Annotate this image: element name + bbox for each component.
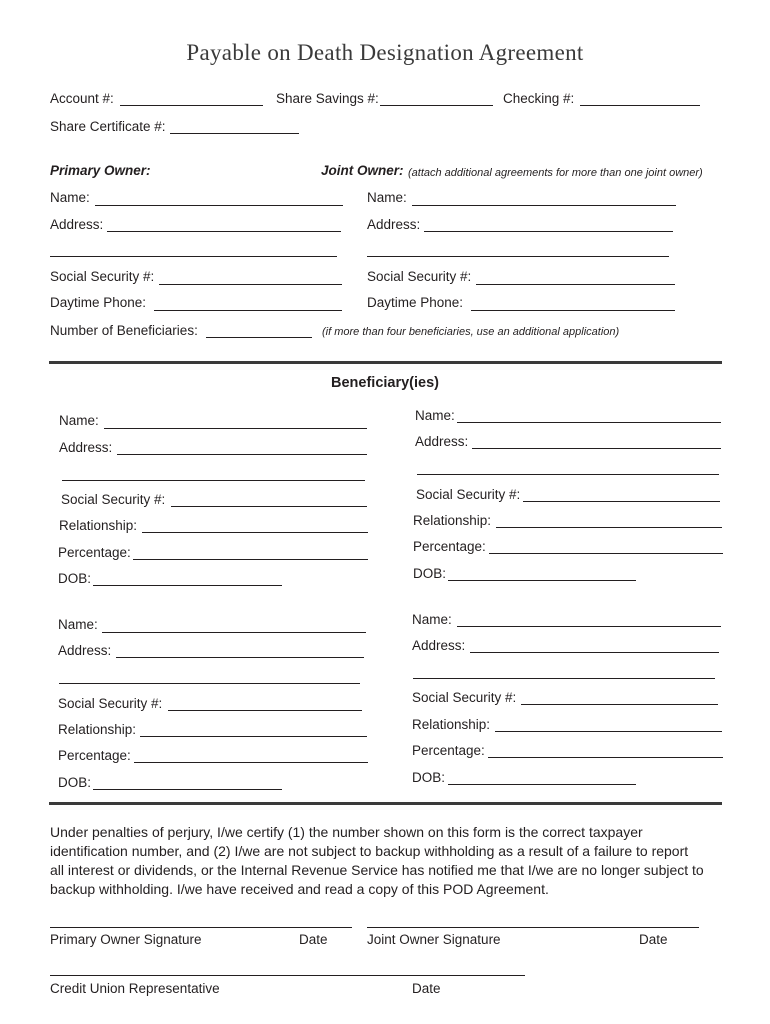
b4-name-field[interactable] bbox=[457, 626, 721, 627]
primary-owner-signature-label: Primary Owner Signature bbox=[50, 932, 202, 947]
b3-relationship-label: Relationship: bbox=[58, 722, 137, 737]
b3-address-label: Address: bbox=[58, 643, 112, 658]
b1-relationship-label: Relationship: bbox=[59, 518, 138, 533]
b4-ssn-label: Social Security #: bbox=[412, 690, 517, 705]
b1-address-line2-field[interactable] bbox=[62, 480, 365, 481]
section-divider bbox=[49, 361, 722, 364]
section-divider-bottom bbox=[49, 802, 722, 805]
b2-name-field[interactable] bbox=[457, 422, 721, 423]
joint-ssn-field[interactable] bbox=[476, 284, 675, 285]
joint-address-field[interactable] bbox=[424, 231, 673, 232]
joint-owner-signature-label: Joint Owner Signature bbox=[367, 932, 501, 947]
b1-ssn-label: Social Security #: bbox=[61, 492, 166, 507]
b1-ssn-field[interactable] bbox=[171, 506, 367, 507]
b1-address-field[interactable] bbox=[117, 454, 367, 455]
b2-address-line2-field[interactable] bbox=[417, 474, 719, 475]
b3-dob-label: DOB: bbox=[58, 775, 92, 790]
b2-ssn-label: Social Security #: bbox=[416, 487, 521, 502]
b4-relationship-field[interactable] bbox=[495, 731, 722, 732]
b3-address-line2-field[interactable] bbox=[59, 683, 360, 684]
certification-line-2: identification number, and (2) I/we are not subject to backup withholding as a result of a failure to report bbox=[50, 843, 689, 859]
b3-name-label: Name: bbox=[58, 617, 98, 632]
primary-name-field[interactable] bbox=[95, 205, 343, 206]
joint-name-label: Name: bbox=[367, 190, 407, 205]
b3-relationship-field[interactable] bbox=[140, 736, 367, 737]
joint-owner-heading: Joint Owner: bbox=[321, 163, 404, 178]
primary-address-line2-field[interactable] bbox=[50, 256, 337, 257]
joint-address-line2-field[interactable] bbox=[367, 256, 669, 257]
b4-percentage-label: Percentage: bbox=[412, 743, 485, 758]
b2-address-label: Address: bbox=[415, 434, 469, 449]
b1-dob-label: DOB: bbox=[58, 571, 92, 586]
b4-ssn-field[interactable] bbox=[521, 704, 718, 705]
joint-owner-date-label: Date bbox=[639, 932, 668, 947]
certification-text bbox=[50, 823, 730, 899]
account-number-label: Account #: bbox=[50, 91, 114, 106]
b2-percentage-label: Percentage: bbox=[413, 539, 486, 554]
share-savings-field[interactable] bbox=[380, 105, 493, 106]
b2-dob-field[interactable] bbox=[448, 580, 636, 581]
b2-percentage-field[interactable] bbox=[489, 553, 723, 554]
joint-ssn-label: Social Security #: bbox=[367, 269, 472, 284]
primary-ssn-field[interactable] bbox=[159, 284, 342, 285]
b4-address-field[interactable] bbox=[470, 652, 719, 653]
b2-name-label: Name: bbox=[415, 408, 455, 423]
b4-name-label: Name: bbox=[412, 612, 452, 627]
b1-name-field[interactable] bbox=[104, 428, 367, 429]
joint-address-label: Address: bbox=[367, 217, 421, 232]
primary-owner-heading: Primary Owner: bbox=[50, 163, 151, 178]
b4-address-label: Address: bbox=[412, 638, 466, 653]
beneficiary-count-note: (if more than four beneficiaries, use an additional application) bbox=[322, 326, 620, 338]
b4-dob-field[interactable] bbox=[448, 784, 636, 785]
checking-field[interactable] bbox=[580, 105, 700, 106]
joint-owner-signature-line[interactable] bbox=[367, 927, 699, 928]
b1-percentage-field[interactable] bbox=[133, 559, 368, 560]
primary-phone-field[interactable] bbox=[154, 310, 342, 311]
primary-ssn-label: Social Security #: bbox=[50, 269, 155, 284]
b3-ssn-label: Social Security #: bbox=[58, 696, 163, 711]
b3-dob-field[interactable] bbox=[93, 789, 282, 790]
joint-name-field[interactable] bbox=[412, 205, 676, 206]
b1-percentage-label: Percentage: bbox=[58, 545, 131, 560]
b4-percentage-field[interactable] bbox=[488, 757, 723, 758]
b3-address-field[interactable] bbox=[116, 657, 364, 658]
page-title: Payable on Death Designation Agreement bbox=[186, 40, 584, 65]
beneficiary-count-field[interactable] bbox=[206, 337, 312, 338]
primary-address-label: Address: bbox=[50, 217, 104, 232]
primary-address-field[interactable] bbox=[107, 231, 341, 232]
credit-union-rep-label: Credit Union Representative bbox=[50, 981, 220, 996]
share-certificate-field[interactable] bbox=[170, 133, 299, 134]
share-savings-label: Share Savings #: bbox=[276, 91, 379, 106]
b1-address-label: Address: bbox=[59, 440, 113, 455]
primary-name-label: Name: bbox=[50, 190, 90, 205]
b2-address-field[interactable] bbox=[472, 448, 721, 449]
credit-union-rep-signature-line[interactable] bbox=[50, 975, 525, 976]
b2-ssn-field[interactable] bbox=[523, 501, 720, 502]
credit-union-rep-date-label: Date bbox=[412, 981, 441, 996]
certification-line-4: backup withholding. I/we have received and read a copy of this POD Agreement. bbox=[50, 881, 549, 897]
b2-relationship-field[interactable] bbox=[496, 527, 722, 528]
account-number-field[interactable] bbox=[120, 105, 263, 106]
b3-percentage-field[interactable] bbox=[134, 762, 368, 763]
b4-relationship-label: Relationship: bbox=[412, 717, 491, 732]
b4-address-line2-field[interactable] bbox=[413, 678, 715, 679]
primary-owner-date-label: Date bbox=[299, 932, 328, 947]
share-certificate-label: Share Certificate #: bbox=[50, 119, 166, 134]
b1-name-label: Name: bbox=[59, 413, 99, 428]
joint-phone-field[interactable] bbox=[471, 310, 675, 311]
b3-percentage-label: Percentage: bbox=[58, 748, 131, 763]
joint-phone-label: Daytime Phone: bbox=[367, 295, 464, 310]
b1-dob-field[interactable] bbox=[93, 585, 282, 586]
b3-ssn-field[interactable] bbox=[168, 710, 362, 711]
beneficiaries-heading: Beneficiary(ies) bbox=[331, 375, 439, 391]
b2-dob-label: DOB: bbox=[413, 566, 447, 581]
beneficiary-count-label: Number of Beneficiaries: bbox=[50, 323, 198, 338]
b4-dob-label: DOB: bbox=[412, 770, 446, 785]
certification-line-1: Under penalties of perjury, I/we certify (1) the number shown on this form is the correct taxpayer bbox=[50, 824, 643, 840]
primary-phone-label: Daytime Phone: bbox=[50, 295, 147, 310]
primary-owner-signature-line[interactable] bbox=[50, 927, 352, 928]
b1-relationship-field[interactable] bbox=[142, 532, 368, 533]
b2-relationship-label: Relationship: bbox=[413, 513, 492, 528]
checking-label: Checking #: bbox=[503, 91, 575, 106]
joint-owner-note: (attach additional agreements for more than one joint owner) bbox=[408, 167, 703, 179]
b3-name-field[interactable] bbox=[102, 632, 366, 633]
certification-line-3: all interest or dividends, or the Internal Revenue Service has notified me that I/we are no longer subject to bbox=[50, 862, 704, 878]
